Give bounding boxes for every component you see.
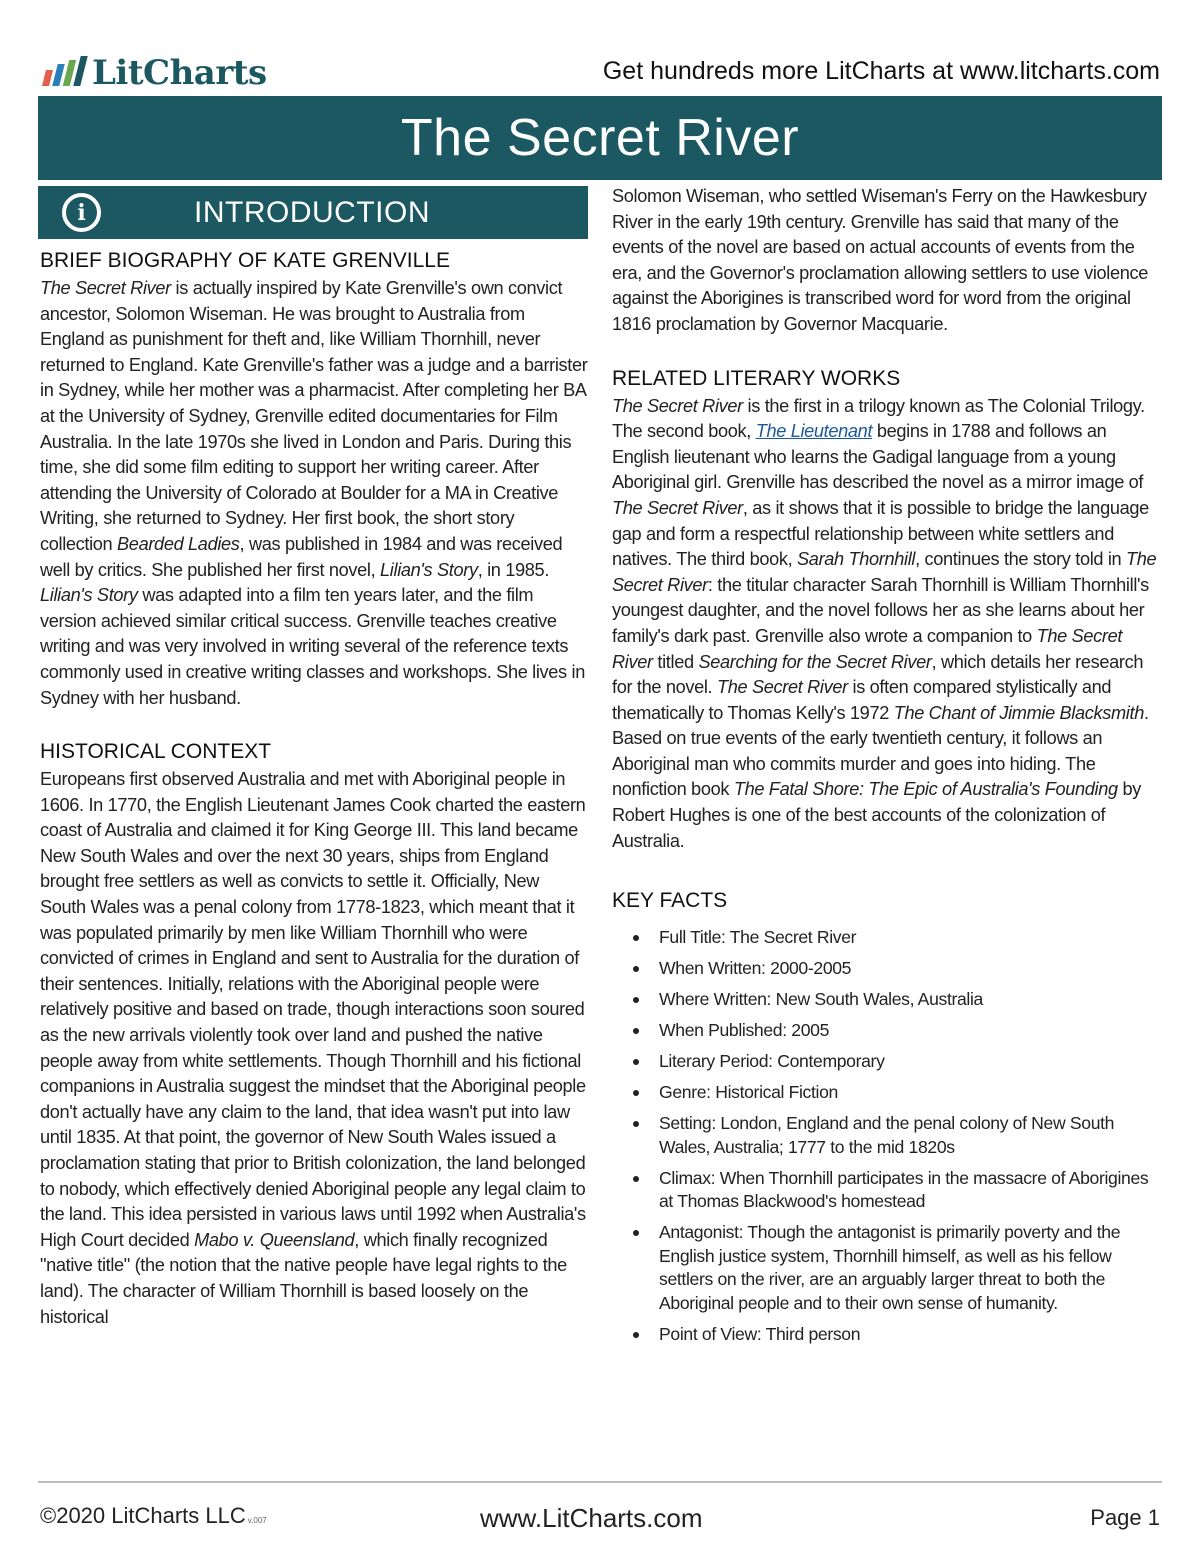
key-fact-item: Where Written: New South Wales, Australia [612, 988, 1160, 1012]
section-header [38, 186, 588, 239]
key-fact-item: When Written: 2000-2005 [612, 957, 1160, 981]
footer-copyright: ©2020 LitCharts LLC v.007 [40, 1503, 267, 1528]
key-fact-item: Genre: Historical Fiction [612, 1081, 1160, 1105]
header-tagline[interactable]: Get hundreds more LitCharts at www.litcharts.com [602, 57, 1160, 85]
key-fact-item: When Published: 2005 [612, 1019, 1160, 1043]
key-facts-heading: KEY FACTS [612, 889, 728, 913]
book-title: The Secret River [40, 278, 171, 298]
key-facts-list [612, 926, 1160, 1346]
logo-text: LitCharts [92, 53, 267, 93]
footer-page-number: Page 1 [1090, 1505, 1160, 1530]
logo-bars-icon [44, 60, 84, 90]
key-fact-item: Literary Period: Contemporary [612, 1050, 1160, 1074]
footer-version: v.007 [247, 1516, 267, 1525]
footer-site-link[interactable]: www.LitCharts.com [480, 1503, 703, 1533]
section-title: INTRODUCTION [194, 196, 430, 229]
related-works-paragraph: The Secret River is the first in a trilogy known as The Colonial Trilogy. The second book, The Lieutenant begins in 1788 and follows an English lieutenant who learns the Gadigal language from a young Aboriginal girl. Grenville has described the novel as a mirror image of The Secret River, as it shows that it is possible to bridge the language gap and form a respectful relationship between white settlers and natives. The third book, Sarah Thornhill, continues the story told in The Secret River: the titular character Sarah Thornhill is William Thornhill's youngest daughter, and the novel follows her as she learns about her family's dark past. Grenville also wrote a companion to The Secret River titled Searching for the Secret River, which details her research for the novel. The Secret River is often compared stylistically and thematically to Thomas Kelly's 1972 The Chant of Jimmie Blacksmith. Based on true events of the early twentieth century, it follows an Aboriginal man who commits murder and goes into hiding. The nonfiction book The Fatal Shore: The Epic of Australia's Founding by Robert Hughes is one of the best accounts of the colonization of Australia. [612, 395, 1157, 851]
key-fact-item: Antagonist: Though the antagonist is primarily poverty and the English justice system, Thornhill himself, as well as his fellow settlers on the river, are an arguably larger threat to both the Aboriginal people and to their own sense of humanity. [612, 1221, 1160, 1315]
book-title: Lilian's Story [40, 585, 138, 606]
case-title: Mabo v. Queensland [194, 1229, 355, 1250]
biography-paragraph: The Secret River is actually inspired by Kate Grenville's own convict ancestor, Solomon Wiseman. He was brought to Australia from England as punishment for theft and, like William Thornhill, never returned to England. Kate Grenville's father was a judge and a barrister in Sydney, while her mother was a pharmacist. After completing her BA at the University of Sydney, Grenville edited documentaries for Film Australia. In the late 1970s she lived in London and Paris. During this time, she did some film editing to support her writing career. After attending the University of Colorado at Boulder for a MA in Creative Writing, she returned to Sydney. Her first book, the short story collection Bearded Ladies, was published in 1984 and was received well by critics. She published her first novel, Lilian's Story, in 1985. Lilian's Story was adapted into a film ten years later, and the film version achieved similar critical success. Grenville teaches creative writing and was very involved in writing several of the reference texts commonly used in creative writing classes and workshops. She lives in Sydney with her husband. [40, 278, 588, 708]
the-lieutenant-link[interactable]: The Lieutenant [755, 421, 873, 442]
related-works-heading: RELATED LITERARY WORKS [612, 366, 901, 390]
historical-paragraph: Europeans first observed Australia and met with Aboriginal people in 1606. In 1770, the English Lieutenant James Cook charted the eastern coast of Australia and claimed it for King George III. This land became New South Wales and over the next 30 years, ships from England brought free settlers as well as convicts to settle it. Officially, New South Wales was a penal colony from 1778-1823, which meant that it was populated primarily by men like William Thornhill who were convicted of crimes in England and sent to Australia for the duration of their sentences. Initially, relations with the Aboriginal people were relatively positive and based on trade, though interactions soon soured as the new arrivals violently took over land and pushed the native people away from white settlements. Though Thornhill and his fictional companions in Australia suggest the mindset that the Aboriginal people don't actually have any claim to the land, that idea wasn't put into law until 1835. At that point, the governor of New South Wales issued a proclamation stating that prior to British colonization, the land belonged to nobody, which effectively denied Aboriginal people any legal claim to the land. This idea persisted in various laws until 1992 when Australia's High Court decided Mabo v. Queensland, which finally recognized "native title" (the notion that the native people have legal rights to the land). The character of William Thornhill is based loosely on the historical [40, 769, 586, 1327]
key-fact-item: Full Title: The Secret River [612, 926, 1160, 950]
historical-paragraph-continued: Solomon Wiseman, who settled Wiseman's Ferry on the Hawkesbury River in the early 19th century. Grenville has said that many of the events of the novel are based on actual accounts of events from the era, and the Governor's proclamation allowing settlers to use violence against the Aborigines is transcribed word for word from the original 1816 proclamation by Governor Macquarie. [612, 186, 1149, 334]
book-title: Lilian's Story [380, 559, 478, 580]
logo-bar-1 [42, 70, 53, 86]
biography-heading: BRIEF BIOGRAPHY OF KATE GRENVILLE [40, 249, 450, 272]
key-fact-item: Climax: When Thornhill participates in the massacre of Aborigines at Thomas Blackwood's homestead [612, 1167, 1160, 1214]
litcharts-logo[interactable] [44, 50, 267, 93]
key-fact-item: Point of View: Third person [612, 1323, 1160, 1347]
book-title: Bearded Ladies [117, 533, 240, 554]
right-column [612, 184, 1160, 1354]
info-icon: i [62, 193, 101, 232]
document-title: The Secret River [38, 96, 1162, 180]
key-fact-item: Setting: London, England and the penal colony of New South Wales, Australia; 1777 to the mid 1820s [612, 1112, 1160, 1159]
historical-heading: HISTORICAL CONTEXT [40, 740, 272, 764]
left-column [40, 246, 588, 1330]
footer-divider [38, 1481, 1162, 1483]
